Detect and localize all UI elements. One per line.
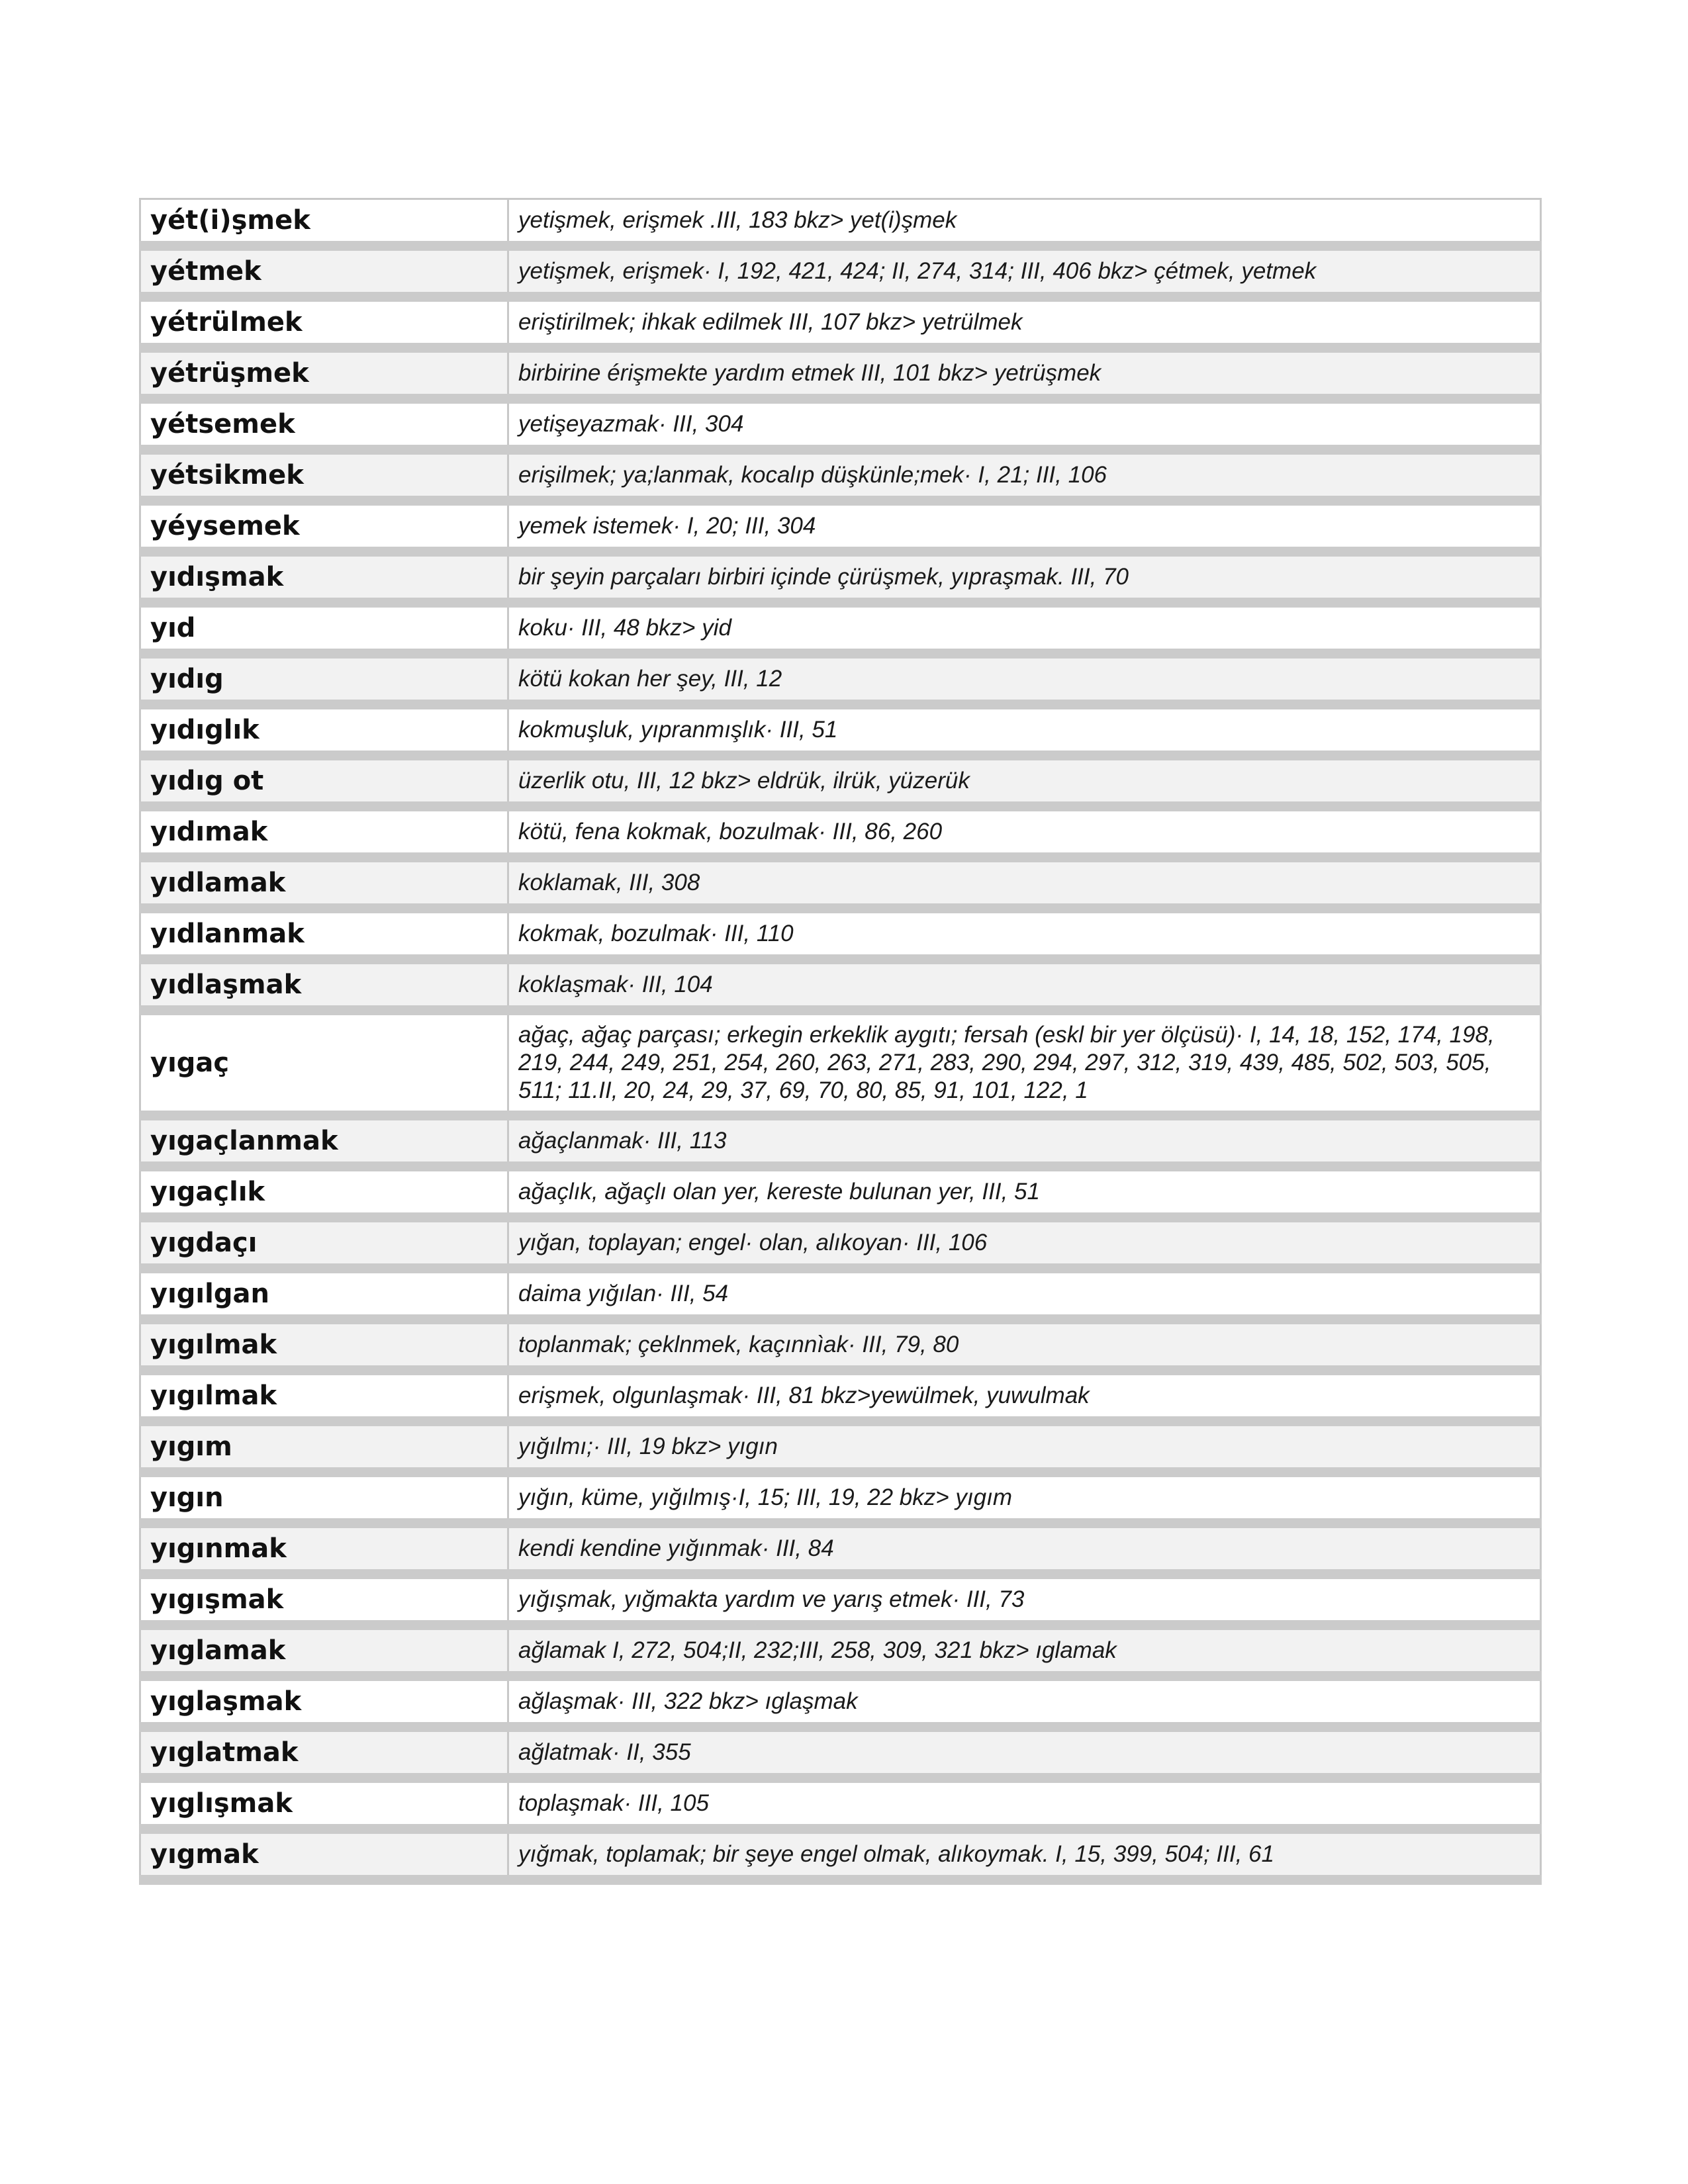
definition: erişmek, olgunlaşmak· III, 81 bkz>yewülmek, yuwulmak <box>508 1371 1541 1422</box>
dictionary-body <box>140 199 1541 1880</box>
headword: yıgmak <box>140 1829 508 1880</box>
headword: yıgılmak <box>140 1371 508 1422</box>
table-row <box>140 450 1541 501</box>
headword: yıglaşmak <box>140 1676 508 1727</box>
headword: yıgılgan <box>140 1269 508 1320</box>
headword: yıglatmak <box>140 1727 508 1778</box>
table-row <box>140 1524 1541 1574</box>
table-row <box>140 1116 1541 1167</box>
definition: bir şeyin parçaları birbiri içinde çürüşmek, yıpraşmak. III, 70 <box>508 552 1541 603</box>
definition: kokmuşluk, yıpranmışlık· III, 51 <box>508 705 1541 756</box>
table-row <box>140 399 1541 450</box>
definition: ağaç, ağaç parçası; erkegin erkeklik aygıtı; fersah (eskl bir yer ölçüsü)· I, 14, 18, 152, 174, 198, 219, 244, 249, 251, 254, 260, 263, 271, 283, 290, 294, 297, 312, 319, 439, 485, 502, 503, 505, 511; 11.II, 20, 24, 29, 37, 69, 70, 80, 85, 91, 101, 122, 1 <box>508 1011 1541 1116</box>
definition: erişilmek; ya;lanmak, kocalıp düşkünle;mek· I, 21; III, 106 <box>508 450 1541 501</box>
definition: eriştirilmek; ihkak edilmek III, 107 bkz> yetrülmek <box>508 297 1541 348</box>
definition: üzerlik otu, III, 12 bkz> eldrük, ilrük, yüzerük <box>508 756 1541 807</box>
table-row <box>140 1167 1541 1218</box>
table-row <box>140 756 1541 807</box>
table-row <box>140 1320 1541 1371</box>
table-row <box>140 1676 1541 1727</box>
table-row <box>140 1473 1541 1524</box>
table-row <box>140 199 1541 246</box>
definition: koku· III, 48 bkz> yid <box>508 603 1541 654</box>
definition: kendi kendine yığınmak· III, 84 <box>508 1524 1541 1574</box>
table-row <box>140 654 1541 705</box>
headword: yıdlanmak <box>140 909 508 960</box>
headword: yıglamak <box>140 1625 508 1676</box>
definition: yığın, küme, yığılmış·I, 15; III, 19, 22 bkz> yıgım <box>508 1473 1541 1524</box>
definition: yığan, toplayan; engel· olan, alıkoyan· III, 106 <box>508 1218 1541 1269</box>
table-row <box>140 1829 1541 1880</box>
headword: yéysemek <box>140 501 508 552</box>
dictionary-table <box>139 198 1542 1885</box>
headword: yıgdaçı <box>140 1218 508 1269</box>
definition: koklaşmak· III, 104 <box>508 960 1541 1011</box>
table-row <box>140 1011 1541 1116</box>
table-row <box>140 1422 1541 1473</box>
table-row <box>140 297 1541 348</box>
definition: yığılmı;· III, 19 bkz> yıgın <box>508 1422 1541 1473</box>
headword: yıglışmak <box>140 1778 508 1829</box>
headword: yétmek <box>140 246 508 297</box>
definition: kokmak, bozulmak· III, 110 <box>508 909 1541 960</box>
definition: toplanmak; çeklnmek, kaçınnìak· III, 79, 80 <box>508 1320 1541 1371</box>
definition: ağlatmak· II, 355 <box>508 1727 1541 1778</box>
headword: yétsemek <box>140 399 508 450</box>
headword: yıgaçlık <box>140 1167 508 1218</box>
headword: yıgılmak <box>140 1320 508 1371</box>
table-row <box>140 909 1541 960</box>
table-row <box>140 348 1541 399</box>
table-row <box>140 1625 1541 1676</box>
table-row <box>140 807 1541 858</box>
definition: yığmak, toplamak; bir şeye engel olmak, alıkoymak. I, 15, 399, 504; III, 61 <box>508 1829 1541 1880</box>
table-row <box>140 603 1541 654</box>
definition: ağaçlanmak· III, 113 <box>508 1116 1541 1167</box>
definition: yemek istemek· I, 20; III, 304 <box>508 501 1541 552</box>
definition: toplaşmak· III, 105 <box>508 1778 1541 1829</box>
table-row <box>140 1371 1541 1422</box>
headword: yét(i)şmek <box>140 199 508 246</box>
headword: yıdlamak <box>140 858 508 909</box>
table-row <box>140 1778 1541 1829</box>
headword: yétrüşmek <box>140 348 508 399</box>
table-row <box>140 1574 1541 1625</box>
definition: birbirine érişmekte yardım etmek III, 101 bkz> yetrüşmek <box>508 348 1541 399</box>
headword: yıgaçlanmak <box>140 1116 508 1167</box>
headword: yıgınmak <box>140 1524 508 1574</box>
definition: daima yığılan· III, 54 <box>508 1269 1541 1320</box>
headword: yétsikmek <box>140 450 508 501</box>
headword: yıdışmak <box>140 552 508 603</box>
definition: ağlaşmak· III, 322 bkz> ıglaşmak <box>508 1676 1541 1727</box>
headword: yıdımak <box>140 807 508 858</box>
definition: koklamak, III, 308 <box>508 858 1541 909</box>
headword: yıdıglık <box>140 705 508 756</box>
definition: yetişmek, erişmek· I, 192, 421, 424; II, 274, 314; III, 406 bkz> çétmek, yetmek <box>508 246 1541 297</box>
table-row <box>140 1218 1541 1269</box>
headword: yıgım <box>140 1422 508 1473</box>
definition: ağaçlık, ağaçlı olan yer, kereste bulunan yer, III, 51 <box>508 1167 1541 1218</box>
definition: kötü, fena kokmak, bozulmak· III, 86, 260 <box>508 807 1541 858</box>
table-row <box>140 1269 1541 1320</box>
table-row <box>140 960 1541 1011</box>
table-row <box>140 1727 1541 1778</box>
definition: yetişmek, erişmek .III, 183 bkz> yet(i)şmek <box>508 199 1541 246</box>
table-row <box>140 501 1541 552</box>
headword: yıdıg <box>140 654 508 705</box>
table-row <box>140 705 1541 756</box>
headword: yıgışmak <box>140 1574 508 1625</box>
headword: yıd <box>140 603 508 654</box>
headword: yıgın <box>140 1473 508 1524</box>
headword: yıdlaşmak <box>140 960 508 1011</box>
headword: yıgaç <box>140 1011 508 1116</box>
definition: yetişeyazmak· III, 304 <box>508 399 1541 450</box>
definition: kötü kokan her şey, III, 12 <box>508 654 1541 705</box>
definition: yığışmak, yığmakta yardım ve yarış etmek· III, 73 <box>508 1574 1541 1625</box>
table-row <box>140 246 1541 297</box>
definition: ağlamak I, 272, 504;II, 232;III, 258, 309, 321 bkz> ıglamak <box>508 1625 1541 1676</box>
headword: yétrülmek <box>140 297 508 348</box>
headword: yıdıg ot <box>140 756 508 807</box>
table-row <box>140 552 1541 603</box>
table-row <box>140 858 1541 909</box>
